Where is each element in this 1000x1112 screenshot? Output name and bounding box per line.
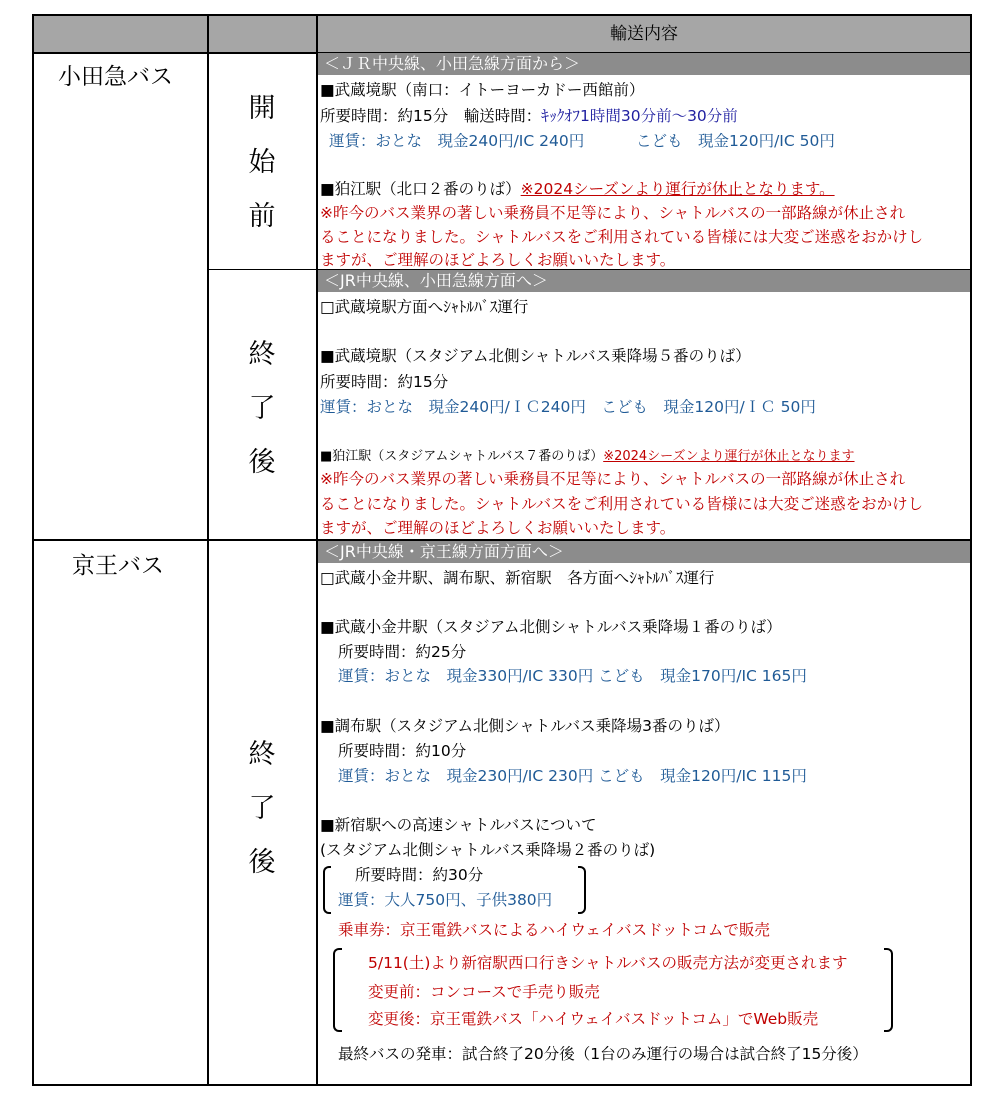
odakyu-after-notice-2: ることになりました。シャトルバスをご利用されている皆様には大変ご迷惑をおかけし xyxy=(320,495,924,513)
keio-shinjuku-fare: 運賃：大人750円、子供380円 xyxy=(338,891,553,909)
company-odakyu: 小田急バス xyxy=(58,64,173,90)
odakyu-after-fare: 運賃：おとな 現金240円/ＩＣ240円 こども 現金120円/ＩＣ 50円 xyxy=(320,398,816,416)
odakyu-before-time-row: 所要時間：約15分 輸送時間：ｷｯｸｵﾌ1時間30分前〜30分前 xyxy=(320,107,738,125)
keio-after-change: 変更後：京王電鉄バス「ハイウェイバスドットコム」でWeb販売 xyxy=(368,1010,819,1028)
section-odakyu-after: ＜JR中央線、小田急線方面へ＞ xyxy=(318,270,970,292)
column-divider-1 xyxy=(207,14,209,1086)
section-keio-after: ＜JR中央線・京王線方面方面へ＞ xyxy=(318,541,970,563)
label-before-start: 開 始 前 xyxy=(248,93,276,232)
keio-chofu-fare: 運賃：おとな 現金230円/IC 230円 こども 現金120円/IC 115円 xyxy=(338,767,807,785)
odakyu-after-time: 所要時間：約15分 xyxy=(320,373,449,391)
bracket-left-fare xyxy=(323,866,331,914)
odakyu-before-musashisakai-title: ■武蔵境駅（南口：イトーヨーカドー西館前） xyxy=(320,81,645,99)
header-title: 輸送内容 xyxy=(610,24,678,44)
odakyu-after-notice-3: ますが、ご理解のほどよろしくお願いいたします。 xyxy=(320,519,676,537)
odakyu-after-shuttle: □武蔵境駅方面へｼｬﾄﾙﾊﾞｽ運行 xyxy=(320,298,529,316)
keio-change-notice: 5/11(土)より新宿駅西口行きシャトルバスの販売方法が変更されます xyxy=(368,954,848,972)
keio-after-shuttle: □武蔵小金井駅、調布駅、新宿駅 各方面へｼｬﾄﾙﾊﾞｽ運行 xyxy=(320,569,715,587)
company-keio: 京王バス xyxy=(72,553,164,579)
keio-shinjuku-ticket: 乗車券：京王電鉄バスによるハイウェイバスドットコムで販売 xyxy=(338,921,770,939)
section-odakyu-before: ＜ＪＲ中央線、小田急線方面から＞ xyxy=(318,53,970,75)
keio-koganei-title: ■武蔵小金井駅（スタジアム北側シャトルバス乗降場１番のりば） xyxy=(320,618,782,636)
keio-shinjuku-subtitle: (スタジアム北側シャトルバス乗降場２番のりば) xyxy=(320,841,656,859)
odakyu-before-notice-2: ることになりました。シャトルバスをご利用されている皆様には大変ご迷惑をおかけし xyxy=(320,228,924,246)
keio-last-bus: 最終バスの発車：試合終了20分後（1台のみ運行の場合は試合終了15分後） xyxy=(338,1045,868,1063)
odakyu-after-komae-row: ■狛江駅（スタジアムシャトルバス７番のりば）※2024シーズンより運行が休止となります xyxy=(320,449,855,464)
keio-koganei-fare: 運賃：おとな 現金330円/IC 330円 こども 現金170円/IC 165円 xyxy=(338,667,807,685)
odakyu-after-musashisakai-title: ■武蔵境駅（スタジアム北側シャトルバス乗降場５番のりば） xyxy=(320,347,751,365)
keio-shinjuku-title: ■新宿駅への高速シャトルバスについて xyxy=(320,816,597,834)
label-after-end-odakyu: 終 了 後 xyxy=(248,339,276,478)
bracket-right-notice xyxy=(884,948,893,1032)
bracket-right-fare xyxy=(578,866,586,914)
keio-chofu-title: ■調布駅（スタジアム北側シャトルバス乗降場3番のりば） xyxy=(320,717,730,735)
odakyu-before-fare-child: こども 現金120円/IC 50円 xyxy=(636,132,835,150)
odakyu-before-fare-adult: 運賃：おとな 現金240円/IC 240円 xyxy=(329,132,585,150)
label-after-end-keio: 終 了 後 xyxy=(248,739,276,878)
keio-before-change: 変更前：コンコースで手売り販売 xyxy=(368,983,600,1001)
keio-shinjuku-time: 所要時間：約30分 xyxy=(355,866,484,884)
odakyu-before-notice-3: ますが、ご理解のほどよろしくお願いいたします。 xyxy=(320,251,676,269)
keio-chofu-time: 所要時間：約10分 xyxy=(338,742,467,760)
odakyu-before-notice-1: ※昨今のバス業界の著しい乗務員不足等により、シャトルバスの一部路線が休止され xyxy=(320,204,906,222)
odakyu-before-komae-row: ■狛江駅（北口２番のりば）※2024シーズンより運行が休止となります。 xyxy=(320,180,835,198)
bracket-left-notice xyxy=(333,948,342,1032)
odakyu-after-notice-1: ※昨今のバス業界の著しい乗務員不足等により、シャトルバスの一部路線が休止され xyxy=(320,470,906,488)
keio-koganei-time: 所要時間：約25分 xyxy=(338,643,467,661)
